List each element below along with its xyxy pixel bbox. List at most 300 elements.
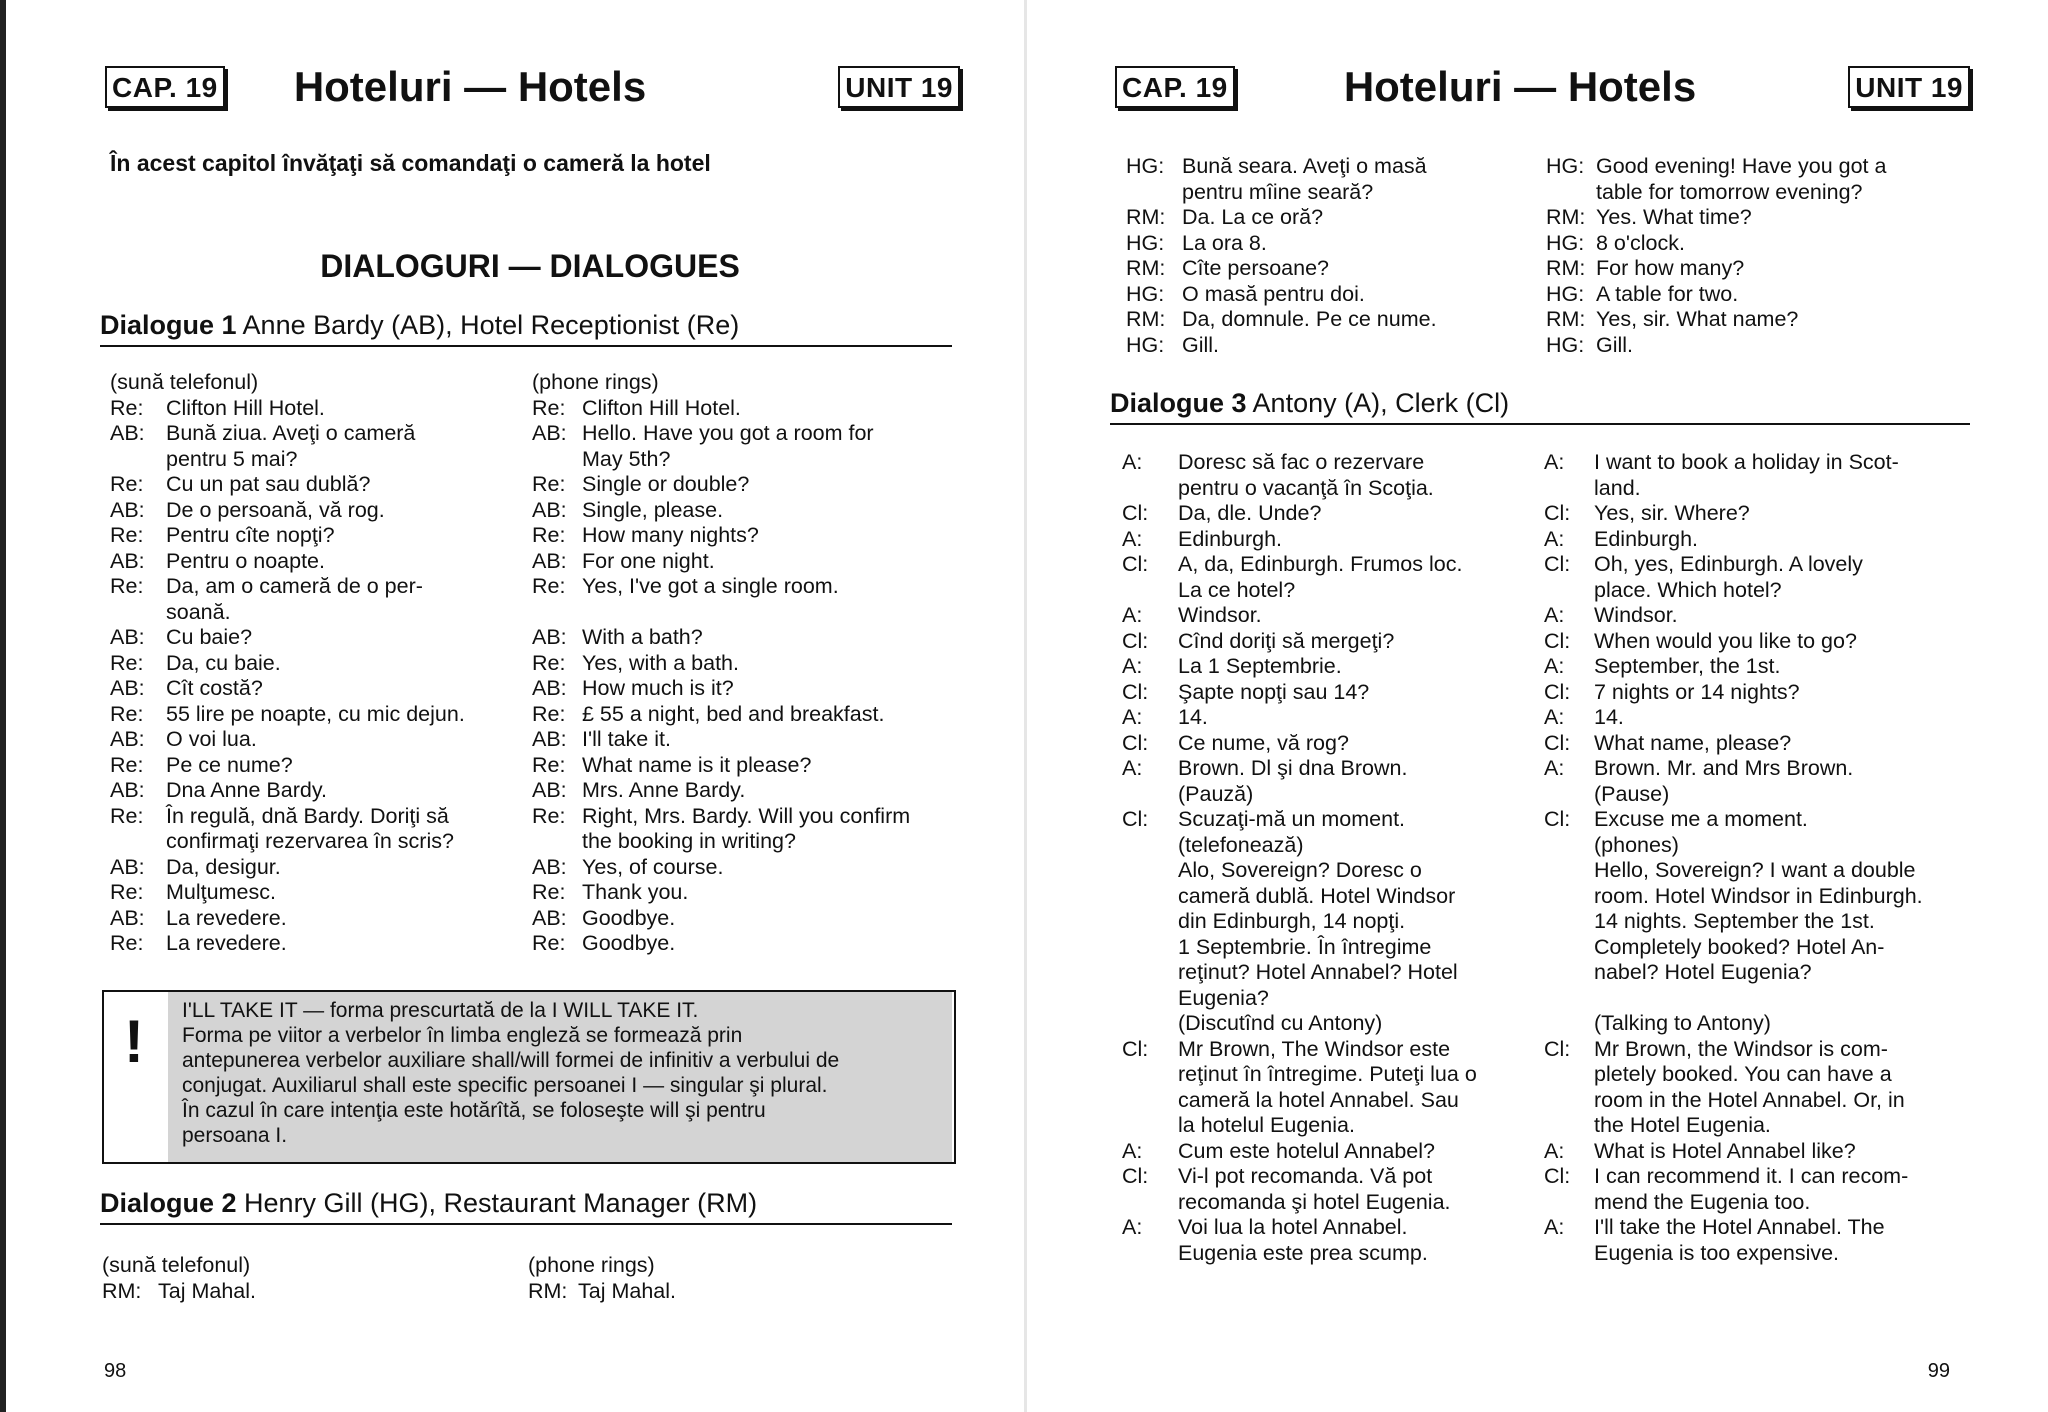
dialogue-line xyxy=(110,549,520,575)
line-text: Single, please. xyxy=(582,497,724,522)
speaker-label: Cl: xyxy=(1544,552,1571,576)
line-text: Cît costă? xyxy=(166,676,263,700)
dialogue-line xyxy=(1122,629,1532,655)
dialogue-line xyxy=(1122,756,1532,782)
dialogue-line xyxy=(528,1253,948,1279)
speaker-label: Re: xyxy=(532,701,566,726)
dialogue-line xyxy=(102,1279,512,1305)
dialogue-line xyxy=(1122,654,1532,680)
line-text: Mrs. Anne Bardy. xyxy=(582,778,746,802)
speaker-label: Cl: xyxy=(1122,730,1149,755)
dialogue-line xyxy=(1122,1215,1532,1241)
line-text: pentru o vacanţă în Scoţia. xyxy=(1178,475,1434,500)
speaker-label: Cl: xyxy=(1122,628,1149,653)
speaker-label: AB: xyxy=(532,778,567,802)
line-text: (phones) xyxy=(1594,832,1679,857)
line-text: La ce hotel? xyxy=(1178,577,1296,602)
line-text: mend the Eugenia too. xyxy=(1594,1189,1811,1214)
dialogue-line xyxy=(1122,935,1532,961)
speaker-label: AB: xyxy=(110,625,145,649)
dialogue-line xyxy=(1122,680,1532,706)
line-text: La ora 8. xyxy=(1182,230,1267,255)
line-text: (Talking to Antony) xyxy=(1594,1011,1771,1035)
line-text: Alo, Sovereign? Doresc o xyxy=(1178,858,1422,882)
dialogue-line xyxy=(110,727,520,753)
line-text: cameră dublă. Hotel Windsor xyxy=(1178,883,1456,908)
dialogue-line xyxy=(110,600,520,626)
line-text: Voi lua la hotel Annabel. xyxy=(1178,1215,1408,1239)
dialogue-line xyxy=(532,880,962,906)
dialogue-line xyxy=(1122,578,1532,604)
speaker-label: RM: xyxy=(1546,256,1586,280)
dialogue-line xyxy=(1122,1190,1532,1216)
speaker-label: Cl: xyxy=(1544,679,1571,704)
dialogue-line xyxy=(532,600,962,626)
line-text: the booking in writing? xyxy=(582,829,796,853)
line-text: Mr Brown, the Windsor is com- xyxy=(1594,1036,1888,1061)
speaker-label: HG: xyxy=(1546,281,1585,306)
line-text: Yes, of course. xyxy=(582,854,724,879)
dialogue-line xyxy=(110,421,520,447)
dialogue-line xyxy=(1544,1241,1974,1267)
line-text: Windsor. xyxy=(1178,603,1262,627)
line-text: Da, cu baie. xyxy=(166,650,281,675)
speaker-label: Re: xyxy=(532,880,566,904)
dialogue-line xyxy=(1544,756,1974,782)
speaker-label: AB: xyxy=(110,676,145,700)
dialogue-line xyxy=(532,523,962,549)
speaker-label: AB: xyxy=(110,548,145,573)
line-text: (Pauză) xyxy=(1178,781,1254,806)
speaker-label: HG: xyxy=(1126,154,1165,178)
line-text: Single or double? xyxy=(582,472,750,496)
dialogue-line xyxy=(1122,1241,1532,1267)
dialogue-line xyxy=(1544,578,1974,604)
dialogue-line xyxy=(110,447,520,473)
line-text: For one night. xyxy=(582,548,715,573)
speaker-label: AB: xyxy=(532,905,567,930)
speaker-label: AB: xyxy=(532,676,567,700)
dialogue-line xyxy=(1544,705,1974,731)
dialogue-line xyxy=(532,574,962,600)
speaker-label: HG: xyxy=(1546,332,1585,357)
dialogue-line xyxy=(110,702,520,728)
dialogue-line xyxy=(1544,884,1974,910)
dialogue-line xyxy=(110,523,520,549)
speaker-label: Re: xyxy=(110,395,144,420)
speaker-label: AB: xyxy=(110,778,145,802)
speaker-label: RM: xyxy=(528,1278,568,1303)
dialogue-line xyxy=(1544,782,1974,808)
speaker-label: Cl: xyxy=(1122,679,1149,704)
line-text: recomanda şi hotel Eugenia. xyxy=(1178,1189,1451,1214)
speaker-label: AB: xyxy=(532,497,567,522)
note-line: antepunerea verbelor auxiliare shall/will formei de infinitiv a verbului de xyxy=(182,1049,840,1072)
dialogue-line xyxy=(1544,552,1974,578)
line-text: confirmaţi rezervarea în scris? xyxy=(166,829,454,853)
dialogue-line xyxy=(532,727,962,753)
dialogue-line xyxy=(1544,1113,1974,1139)
speaker-label: A: xyxy=(1544,756,1565,780)
line-text: Taj Mahal. xyxy=(578,1278,676,1303)
line-text: Eugenia is too expensive. xyxy=(1594,1240,1840,1265)
dialogue-line xyxy=(1122,501,1532,527)
dialogue-line xyxy=(1546,154,1976,180)
line-text: September, the 1st. xyxy=(1594,654,1781,678)
speaker-label: (sună telefonul) xyxy=(102,1253,251,1277)
dialogue-line xyxy=(1126,282,1536,308)
line-text: Mr Brown, The Windsor este xyxy=(1178,1036,1451,1061)
line-text: 8 o'clock. xyxy=(1596,230,1685,255)
line-text: Ce nume, vă rog? xyxy=(1178,730,1349,755)
dialogue-line xyxy=(1544,603,1974,629)
line-text: Eugenia este prea scump. xyxy=(1178,1240,1428,1265)
line-text: Good evening! Have you got a xyxy=(1596,154,1887,178)
dialogue-line xyxy=(532,753,962,779)
line-text: £ 55 a night, bed and breakfast. xyxy=(582,701,885,726)
line-text: Thank you. xyxy=(582,880,689,904)
line-text: la hotelul Eugenia. xyxy=(1178,1113,1355,1137)
dialogue-line xyxy=(1122,1037,1532,1063)
dialogue-2-participants: Henry Gill (HG), Restaurant Manager (RM) xyxy=(236,1188,758,1218)
line-text: Taj Mahal. xyxy=(158,1278,256,1303)
line-text: Brown. Dl şi dna Brown. xyxy=(1178,756,1408,780)
speaker-label: RM: xyxy=(1546,205,1586,229)
dialogue-line xyxy=(1122,807,1532,833)
line-text: Clifton Hill Hotel. xyxy=(582,395,741,420)
dialogue-line xyxy=(110,880,520,906)
speaker-label: AB: xyxy=(110,497,145,522)
note-line: Forma pe viitor a verbelor în limba engleză se formează prin xyxy=(182,1024,743,1047)
line-text: A, da, Edinburgh. Frumos loc. xyxy=(1178,552,1463,576)
dialogue-line xyxy=(532,702,962,728)
dialogue-line xyxy=(110,855,520,881)
dialogue-line xyxy=(1544,960,1974,986)
line-text: table for tomorrow evening? xyxy=(1596,179,1863,204)
dialogue-line xyxy=(1544,476,1974,502)
dialogue-line xyxy=(1546,231,1976,257)
speaker-label: AB: xyxy=(532,421,567,445)
dialogue-line xyxy=(110,906,520,932)
dialogue-line xyxy=(1126,205,1536,231)
line-text: How many nights? xyxy=(582,523,759,547)
line-text: Pentru cîte nopţi? xyxy=(166,523,335,547)
dialogue-3-participants: Antony (A), Clerk (Cl) xyxy=(1246,388,1510,418)
line-text: A table for two. xyxy=(1596,281,1739,306)
speaker-label: RM: xyxy=(1126,205,1166,229)
line-text: Bună seara. Aveţi o masă xyxy=(1182,154,1427,178)
exclamation-icon: ! xyxy=(124,1008,144,1075)
speaker-label: A: xyxy=(1544,603,1565,627)
dialogue-line xyxy=(102,1253,512,1279)
line-text: Eugenia? xyxy=(1178,985,1269,1010)
dialogue-line xyxy=(1544,731,1974,757)
dialogue-line xyxy=(1546,256,1976,282)
line-text: Scuzaţi-mă un moment. xyxy=(1178,807,1406,831)
dialogue-3-english xyxy=(1544,450,1974,1266)
line-text: Cum este hotelul Annabel? xyxy=(1178,1138,1435,1163)
dialogue-line xyxy=(532,625,962,651)
grammar-note xyxy=(102,990,956,1164)
page-gutter xyxy=(1024,0,1027,1412)
line-text: De o persoană, vă rog. xyxy=(166,497,385,522)
line-text: Brown. Mr. and Mrs Brown. xyxy=(1594,756,1854,780)
dialogue-line xyxy=(110,574,520,600)
speaker-label: RM: xyxy=(1126,307,1166,331)
line-text: 7 nights or 14 nights? xyxy=(1594,679,1800,704)
line-text: Oh, yes, Edinburgh. A lovely xyxy=(1594,552,1863,576)
speaker-label: A: xyxy=(1544,1215,1565,1239)
line-text: 14. xyxy=(1178,705,1208,729)
line-text: Pentru o noapte. xyxy=(166,548,325,573)
speaker-label: A: xyxy=(1122,1138,1143,1163)
line-text: Doresc să fac o rezervare xyxy=(1178,450,1425,474)
speaker-label: AB: xyxy=(110,905,145,930)
dialogue-line xyxy=(1122,833,1532,859)
dialogue-line xyxy=(1544,527,1974,553)
dialogue-line xyxy=(1126,154,1536,180)
dialogue-line xyxy=(1546,333,1976,359)
line-text: La revedere. xyxy=(166,931,287,955)
dialogue-line xyxy=(110,651,520,677)
dialogue-line xyxy=(1544,450,1974,476)
chapter-label: CAP. 19 xyxy=(105,66,225,108)
line-text: Excuse me a moment. xyxy=(1594,807,1808,831)
line-text: I can recommend it. I can recom- xyxy=(1594,1164,1909,1188)
speaker-label: Cl: xyxy=(1122,807,1149,831)
dialogue-line xyxy=(1122,858,1532,884)
line-text: La 1 Septembrie. xyxy=(1178,654,1342,678)
speaker-label: Re: xyxy=(532,650,566,675)
dialogue-line xyxy=(1122,476,1532,502)
dialogue-line xyxy=(1544,1062,1974,1088)
dialogue-line xyxy=(1122,552,1532,578)
dialogue-1-english xyxy=(532,370,962,957)
line-text: Mulţumesc. xyxy=(166,880,276,904)
dialogue-line xyxy=(1122,1062,1532,1088)
dialogue-line xyxy=(1544,1190,1974,1216)
dialogue-line xyxy=(1544,1215,1974,1241)
line-text: Gill. xyxy=(1596,332,1634,357)
line-text: Cînd doriţi să mergeţi? xyxy=(1178,628,1395,653)
speaker-label: A: xyxy=(1122,1215,1143,1239)
speaker-label: Re: xyxy=(110,752,144,777)
speaker-label: Cl: xyxy=(1544,807,1571,831)
speaker-label: Re: xyxy=(532,752,566,777)
speaker-label: AB: xyxy=(110,727,145,751)
line-text: With a bath? xyxy=(582,625,703,649)
dialogue-line xyxy=(1544,858,1974,884)
dialogue-line xyxy=(532,804,962,830)
page-number: 98 xyxy=(104,1360,127,1382)
dialogue-line xyxy=(1122,884,1532,910)
line-text: pletely booked. You can have a xyxy=(1594,1062,1892,1086)
dialogue-line xyxy=(1122,450,1532,476)
dialogue-line xyxy=(1122,731,1532,757)
speaker-label: Cl: xyxy=(1544,730,1571,755)
line-text: room in the Hotel Annabel. Or, in xyxy=(1594,1087,1905,1112)
line-text: I want to book a holiday in Scot- xyxy=(1594,450,1899,474)
speaker-label: A: xyxy=(1122,526,1143,551)
dialogue-line xyxy=(1122,1164,1532,1190)
speaker-label: Re: xyxy=(110,472,144,496)
dialogue-line xyxy=(1544,909,1974,935)
dialogue-line xyxy=(110,804,520,830)
line-text: (Discutînd cu Antony) xyxy=(1178,1011,1383,1035)
line-text: O voi lua. xyxy=(166,727,257,751)
line-text: Cu un pat sau dublă? xyxy=(166,472,371,496)
dialogue-2-romanian-start xyxy=(102,1253,512,1304)
dialogue-line xyxy=(110,370,520,396)
line-text: Edinburgh. xyxy=(1594,526,1698,551)
line-text: I'll take the Hotel Annabel. The xyxy=(1594,1215,1885,1239)
dialogue-line xyxy=(532,472,962,498)
speaker-label: A: xyxy=(1544,1138,1565,1163)
speaker-label: A: xyxy=(1544,654,1565,678)
speaker-label: AB: xyxy=(532,548,567,573)
note-line: conjugat. Auxiliarul shall este specific persoanei I — singular şi plural. xyxy=(182,1074,828,1097)
dialogue-line xyxy=(1126,307,1536,333)
speaker-label: A: xyxy=(1544,450,1565,474)
line-text: Pe ce nume? xyxy=(166,752,293,777)
line-text: Yes, sir. What name? xyxy=(1596,307,1799,331)
dialogue-line xyxy=(1544,654,1974,680)
line-text: For how many? xyxy=(1596,256,1745,280)
dialogue-line xyxy=(1122,960,1532,986)
speaker-label: A: xyxy=(1544,705,1565,729)
speaker-label: Re: xyxy=(532,803,566,828)
line-text: Gill. xyxy=(1182,332,1220,357)
line-text: Yes. What time? xyxy=(1596,205,1752,229)
line-text: reţinut? Hotel Annabel? Hotel xyxy=(1178,960,1458,984)
dialogue-line xyxy=(1544,629,1974,655)
dialogue-line xyxy=(110,472,520,498)
line-text: 14. xyxy=(1594,705,1624,729)
dialogue-line xyxy=(1544,986,1974,1012)
unit-label: UNIT 19 xyxy=(1848,66,1970,108)
line-text: reţinut în întregime. Puteţi lua o xyxy=(1178,1062,1477,1086)
line-text: nabel? Hotel Eugenia? xyxy=(1594,960,1812,984)
dialogue-line xyxy=(110,676,520,702)
dialogue-line xyxy=(110,931,520,957)
dialogue-line xyxy=(1122,1011,1532,1037)
line-text: 1 Septembrie. În întregime xyxy=(1178,934,1432,959)
speaker-label: Cl: xyxy=(1122,1164,1149,1188)
dialogue-3-number: Dialogue 3 xyxy=(1110,388,1247,418)
line-text: Right, Mrs. Bardy. Will you confirm xyxy=(582,803,911,828)
page-number: 99 xyxy=(1927,1360,1950,1382)
dialogue-line xyxy=(1544,1088,1974,1114)
line-text: Cu baie? xyxy=(166,625,253,649)
dialogue-line xyxy=(532,370,962,396)
speaker-label: Re: xyxy=(532,395,566,420)
left-page xyxy=(100,0,960,1412)
dialogue-line xyxy=(532,549,962,575)
speaker-label: Re: xyxy=(110,880,144,904)
line-text: Completely booked? Hotel An- xyxy=(1594,934,1885,959)
line-text: Clifton Hill Hotel. xyxy=(166,395,325,420)
note-line: I'LL TAKE IT — forma prescurtată de la I WILL TAKE IT. xyxy=(182,999,699,1022)
line-text: Yes, I've got a single room. xyxy=(582,574,839,598)
speaker-label: Cl: xyxy=(1122,552,1149,576)
dialogue-line xyxy=(532,778,962,804)
chapter-title: Hoteluri — Hotels xyxy=(293,63,647,110)
line-text: (Pause) xyxy=(1594,781,1670,806)
dialogue-line xyxy=(1544,1164,1974,1190)
dialogue-line xyxy=(532,421,962,447)
dialogue-line xyxy=(1122,527,1532,553)
dialogue-1-heading xyxy=(100,310,952,347)
unit-label: UNIT 19 xyxy=(838,66,960,108)
chapter-intro: În acest capitol învăţaţi să comandaţi o cameră la hotel xyxy=(110,150,711,176)
dialogue-line xyxy=(1122,603,1532,629)
speaker-label: Re: xyxy=(110,803,144,828)
dialogue-line xyxy=(1546,282,1976,308)
dialogue-line xyxy=(1546,180,1976,206)
speaker-label: Re: xyxy=(110,574,144,598)
note-line: persoana I. xyxy=(182,1124,288,1147)
line-text: 14 nights. September the 1st. xyxy=(1594,909,1875,933)
dialogue-1-participants: Anne Bardy (AB), Hotel Receptionist (Re) xyxy=(236,310,740,340)
speaker-label: HG: xyxy=(1126,281,1165,306)
line-text: Dna Anne Bardy. xyxy=(166,778,327,802)
dialogue-line xyxy=(532,651,962,677)
dialogue-line xyxy=(1126,231,1536,257)
dialogue-line xyxy=(1544,1037,1974,1063)
dialogue-line xyxy=(1546,205,1976,231)
line-text: When would you like to go? xyxy=(1594,628,1857,653)
dialogue-line xyxy=(1544,501,1974,527)
line-text: pentru mîine seară? xyxy=(1182,179,1374,204)
dialogue-2-english-start xyxy=(528,1253,948,1304)
line-text: O masă pentru doi. xyxy=(1182,281,1365,306)
line-text: Da. La ce oră? xyxy=(1182,205,1324,229)
chapter-header xyxy=(100,62,960,118)
chapter-header xyxy=(1110,62,1970,118)
speaker-label: RM: xyxy=(1546,307,1586,331)
dialogue-1-number: Dialogue 1 xyxy=(100,310,237,340)
dialogue-line xyxy=(110,498,520,524)
chapter-label: CAP. 19 xyxy=(1115,66,1235,108)
note-line: În cazul în care intenţia este hotărîtă, se foloseşte will şi pentru xyxy=(182,1099,766,1122)
speaker-label: AB: xyxy=(532,625,567,649)
dialogue-line xyxy=(1544,935,1974,961)
dialogue-line xyxy=(1122,986,1532,1012)
speaker-label: Cl: xyxy=(1544,628,1571,653)
speaker-label: (sună telefonul) xyxy=(110,370,259,394)
line-text: Da, desigur. xyxy=(166,854,281,879)
dialogue-line xyxy=(1126,333,1536,359)
speaker-label: A: xyxy=(1122,756,1143,780)
dialogue-2-number: Dialogue 2 xyxy=(100,1188,237,1218)
dialogue-line xyxy=(1544,807,1974,833)
line-text: cameră la hotel Annabel. Sau xyxy=(1178,1087,1459,1112)
speaker-label: Re: xyxy=(110,701,144,726)
line-text: Yes, sir. Where? xyxy=(1594,501,1750,525)
line-text: 55 lire pe noapte, cu mic dejun. xyxy=(166,701,465,726)
speaker-label: Re: xyxy=(532,472,566,496)
line-text: pentru 5 mai? xyxy=(166,446,298,471)
line-text: May 5th? xyxy=(582,446,671,471)
speaker-label: AB: xyxy=(532,727,567,751)
right-page xyxy=(1110,0,1970,1412)
speaker-label: Cl: xyxy=(1544,501,1571,525)
line-text: room. Hotel Windsor in Edinburgh. xyxy=(1594,883,1923,908)
line-text: La revedere. xyxy=(166,905,287,930)
line-text: land. xyxy=(1594,475,1641,500)
speaker-label: Re: xyxy=(532,574,566,598)
speaker-label: A: xyxy=(1122,603,1143,627)
